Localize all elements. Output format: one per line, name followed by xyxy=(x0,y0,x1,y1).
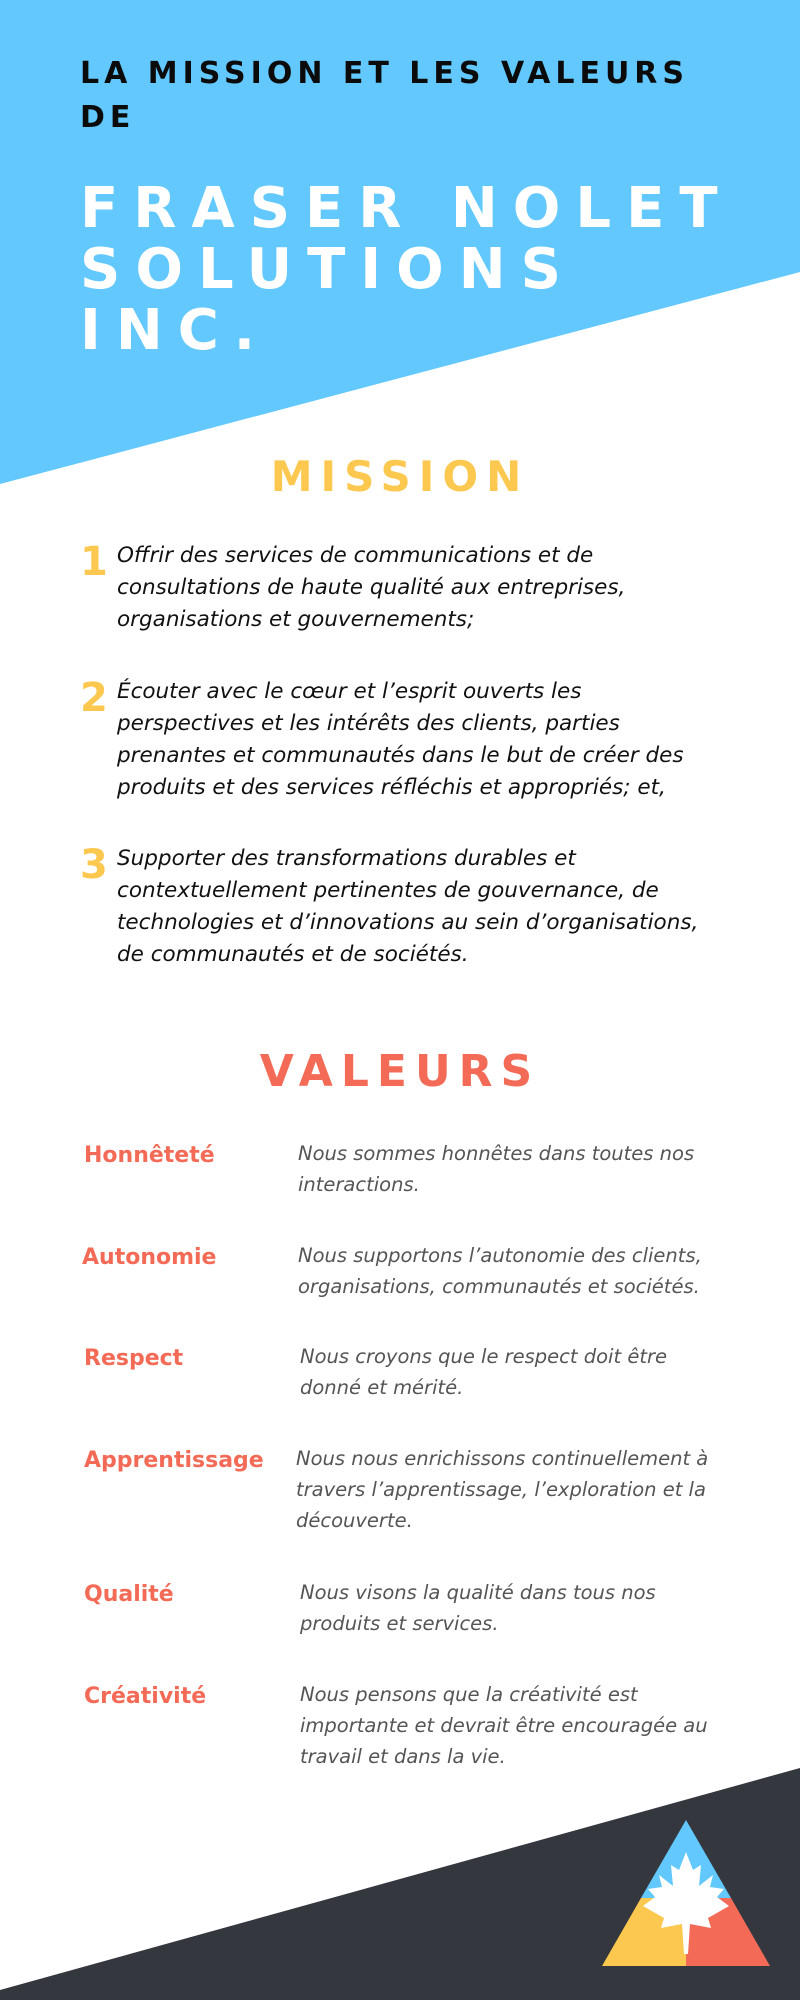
value-name: Apprentissage xyxy=(84,1448,264,1473)
valeurs-heading: VALEURS xyxy=(259,1046,541,1097)
value-name: Créativité xyxy=(84,1684,207,1709)
mission-heading: MISSION xyxy=(270,452,530,501)
mission-item-text: Offrir des services de communications et de consultations de haute qualité aux entreprises, organisations et gouvernements; xyxy=(117,543,626,632)
value-description: Nous supportons l’autonomie des clients, organisations, communautés et sociétés. xyxy=(298,1244,702,1298)
value-description: Nous croyons que le respect doit être donné et mérité. xyxy=(300,1345,667,1399)
value-description: Nous nous enrichissons continuellement à travers l’apprentissage, l’exploration et la découverte. xyxy=(296,1447,709,1532)
value-name: Respect xyxy=(84,1346,184,1371)
mission-item-number: 3 xyxy=(80,842,108,888)
maple-leaf-triangle-icon xyxy=(600,1818,772,1966)
header-title: FRASER NOLET SOLUTIONS INC. xyxy=(80,176,733,363)
value-name: Honnêteté xyxy=(84,1143,215,1168)
mission-item-text: Supporter des transformations durables et contextuellement pertinentes de gouvernance, de technologies et d’innovations au sein d’organisations, de communautés et de sociétés. xyxy=(117,846,699,967)
mission-item-number: 2 xyxy=(80,675,108,721)
value-description: Nous sommes honnêtes dans toutes nos interactions. xyxy=(298,1142,695,1196)
value-description: Nous pensons que la créativité est importante et devrait être encouragée au travail et dans la vie. xyxy=(300,1683,708,1768)
mission-item-text: Écouter avec le cœur et l’esprit ouverts les perspectives et les intérêts des clients, parties prenantes et communautés dans le but de créer des produits et des services réfléchis et appropriés; et, xyxy=(117,679,684,800)
value-name: Autonomie xyxy=(82,1245,217,1270)
value-description: Nous visons la qualité dans tous nos produits et services. xyxy=(300,1581,656,1635)
value-name: Qualité xyxy=(84,1582,174,1607)
header-subtitle: LA MISSION ET LES VALEURS DE xyxy=(80,56,690,135)
mission-item-number: 1 xyxy=(80,539,108,585)
